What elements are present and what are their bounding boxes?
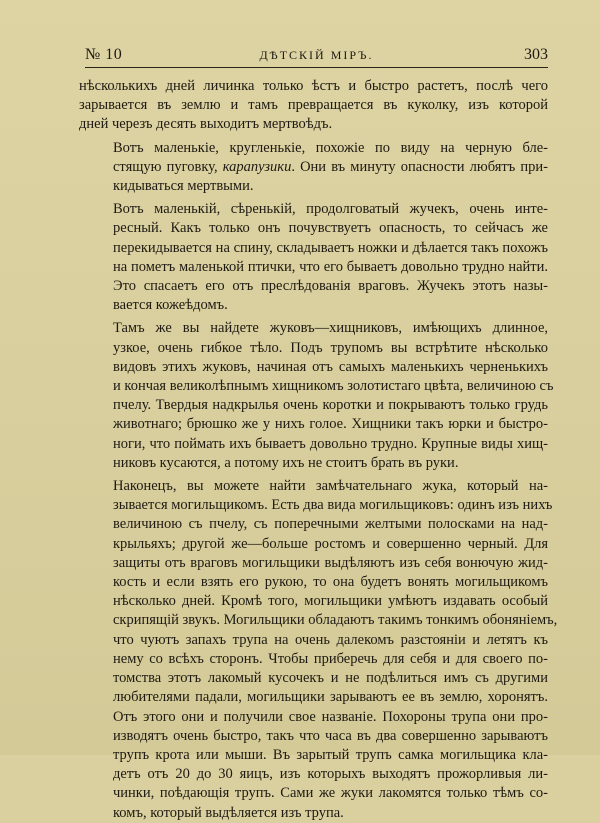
text-line: никовъ кусаются, а потому ихъ не стоитъ брать въ руки. bbox=[113, 454, 459, 471]
journal-title: ДѢТСКІЙ МІРЪ. bbox=[259, 48, 374, 62]
text-line: защиты отъ враговъ могильщики выдѣляютъ изъ себя вонючую жид- bbox=[113, 554, 548, 571]
paragraph-3 bbox=[79, 200, 548, 315]
text-line: трупъ крота или мыши. Въ зарытый трупъ самка могильщика кла- bbox=[113, 746, 548, 763]
issue-number: № 10 bbox=[85, 46, 123, 63]
text-line: узкое, очень гибкое тѣло. Подъ трупомъ вы встрѣтите нѣсколько bbox=[113, 339, 548, 356]
text-line: перекидывается на спину, складываетъ ножки и дѣлается такъ похожъ bbox=[113, 239, 548, 256]
text-line: дней черезъ десять выходитъ мертвоѣдъ. bbox=[79, 116, 333, 133]
text-line: нѣсколькихъ дней личинка только ѣстъ и быстро растетъ, послѣ чего bbox=[79, 78, 548, 94]
text-line: стящую пуговку, карапузики. Они въ минуту опасности любятъ при- bbox=[113, 158, 548, 175]
text-line: скрипящій звукъ. Могильщики обладаютъ такимъ тонкимъ обоняніемъ, bbox=[113, 612, 558, 629]
text-line: животнаго; брюшко же у нихъ голое. Хищники такъ юрки и быстро- bbox=[113, 416, 548, 433]
running-header bbox=[85, 40, 548, 66]
text-line: ноги, что поймать ихъ бываетъ довольно трудно. Крупные виды хищ- bbox=[113, 435, 548, 452]
text-line: пчелу. Твердыя надкрылья очень коротки и покрываютъ только грудь bbox=[113, 397, 548, 414]
text-line: на пометъ маленькой птички, что его бываетъ довольно трудно найти. bbox=[113, 258, 548, 275]
text-line: Вотъ маленькіе, кругленькіе, похожіе по виду на черную бле- bbox=[113, 139, 548, 156]
text-line: Тамъ же вы найдете жуковъ—хищниковъ, имѣющихъ длинное, bbox=[113, 320, 548, 337]
text-line: крыльяхъ; другой же—больше ростомъ и совершенно черный. Для bbox=[113, 535, 548, 552]
text-line: зарывается въ землю и тамъ превращается въ куколку, изъ которой bbox=[79, 97, 548, 114]
paragraph-2 bbox=[79, 139, 548, 197]
text-line: Отъ этого они и получили свое названіе. Похороны трупа они про- bbox=[113, 708, 548, 725]
text-line: детъ отъ 20 до 30 яицъ, изъ которыхъ выходятъ прожорливыя ли- bbox=[113, 766, 548, 783]
text-line: ресный. Какъ только онъ почувствуетъ опасность, то сейчасъ же bbox=[113, 220, 548, 237]
text-line: Это спасаетъ его отъ преслѣдованія враговъ. Жучекъ этотъ назы- bbox=[113, 278, 548, 295]
text-line: любителями падали, могильщики зарываютъ ее въ землю, хоронятъ. bbox=[113, 689, 548, 706]
text-line: изводятъ очень быстро, такъ что часа въ два совершенно зарываютъ bbox=[113, 727, 548, 744]
text-line: Вотъ маленькій, сѣренькій, продолговатый жучекъ, очень инте- bbox=[113, 201, 548, 218]
page-number: 303 bbox=[524, 46, 548, 63]
paragraph-4 bbox=[79, 319, 554, 473]
text-line: величиною съ пчелу, съ поперечными желтыми полосками на над- bbox=[113, 516, 548, 533]
text-line: кость и если взять его рукою, то она будетъ вонять могильщикомъ bbox=[113, 574, 548, 591]
text-line: видовъ этихъ жуковъ, начиная отъ самыхъ маленькихъ черненькихъ bbox=[113, 358, 548, 375]
text-line: нему со всѣхъ сторонъ. Чтобы приберечь для себя и для своего по- bbox=[113, 650, 548, 667]
paragraph-5 bbox=[79, 477, 558, 823]
header-rule bbox=[85, 67, 548, 68]
text-line: что чуютъ запахъ трупа на очень далекомъ разстояніи и летятъ къ bbox=[113, 631, 548, 648]
text-line: и кончая великолѣпнымъ хищникомъ золотистаго цвѣта, величиною съ bbox=[113, 378, 554, 395]
text-line: Наконецъ, вы можете найти замѣчательнаго жука, который на- bbox=[113, 478, 548, 495]
text-line: кидываться мертвыми. bbox=[113, 178, 254, 195]
text-line: комъ, который выдѣляется изъ трупа. bbox=[113, 804, 344, 821]
text-line: вается кожеѣдомъ. bbox=[113, 297, 228, 314]
paragraph-1 bbox=[79, 77, 548, 135]
text-line: нѣсколько дней. Кромѣ того, могильщики умѣютъ издавать особый bbox=[113, 593, 548, 610]
text-line: томства этотъ лакомый кусочекъ и не подѣлиться имъ съ другими bbox=[113, 670, 548, 687]
article-body bbox=[79, 77, 558, 823]
text-line: чинки, поѣдающія трупъ. Сами же жуки лакомятся только тѣмъ со- bbox=[113, 785, 548, 802]
text-line: зывается могильщикомъ. Есть два вида могильщиковъ: одинъ изъ нихъ bbox=[113, 497, 553, 514]
